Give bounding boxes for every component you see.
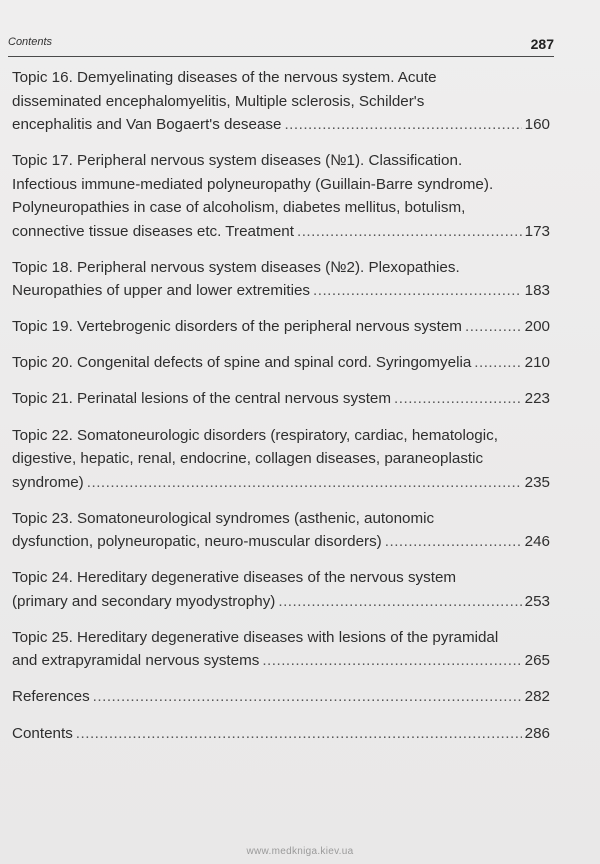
toc-entry-text: Topic 19. Vertebrogenic disorders of the peripheral nervous system [12, 318, 462, 336]
toc-entry-text: (primary and secondary myodystrophy) [12, 592, 276, 610]
toc-entry-line: disseminated encephalomyelitis, Multiple sclerosis, Schilder's [12, 92, 425, 110]
toc-page-number: 235 [524, 473, 550, 491]
toc-entry-text: Neuropathies of upper and lower extremities [12, 282, 311, 300]
dot-leader [262, 649, 521, 673]
toc-entry [12, 149, 550, 243]
toc-entry-line: Infectious immune-mediated polyneuropathy (Guillain-Barre syndrome). [12, 175, 494, 193]
toc-entry-last-line [12, 649, 550, 673]
toc-entry-last-line [12, 722, 550, 746]
page-header [8, 34, 554, 57]
dot-leader [474, 351, 521, 375]
dot-leader [394, 387, 522, 411]
dot-leader [76, 722, 522, 746]
toc-page-number: 253 [524, 592, 550, 610]
toc-entry-line: Topic 22. Somatoneurologic disorders (respiratory, cardiac, hematologic, [12, 426, 498, 444]
toc-entry-text: connective tissue diseases etc. Treatment [12, 222, 294, 240]
toc-entry-last-line [12, 351, 550, 375]
running-head: Contents [8, 36, 53, 48]
toc-page-number: 210 [524, 354, 550, 372]
toc-entry-last-line [12, 315, 550, 339]
dot-leader [87, 471, 522, 495]
toc-entry-last-line [12, 685, 550, 709]
toc-page-number: 246 [524, 533, 550, 551]
toc-entry-last-line [12, 113, 550, 137]
toc-entry [12, 685, 550, 709]
toc-page-number: 200 [524, 318, 550, 336]
toc-entry-line: digestive, hepatic, renal, endocrine, collagen diseases, paraneoplastic [12, 450, 484, 468]
page-number: 287 [530, 36, 554, 52]
footer-url: www.medkniga.kiev.ua [246, 846, 354, 857]
toc-entry-line: Topic 16. Demyelinating diseases of the nervous system. Acute [12, 69, 437, 86]
toc-entry [12, 626, 550, 673]
toc-entry [12, 256, 550, 303]
toc-entry-line: Topic 23. Somatoneurological syndromes (asthenic, autonomic [12, 509, 435, 527]
dot-leader [93, 685, 522, 709]
toc-entry-last-line [12, 279, 550, 303]
toc-entry [12, 424, 550, 495]
toc-page-number: 265 [524, 652, 550, 670]
toc-entry-text: syndrome) [12, 473, 84, 491]
dot-leader [385, 530, 522, 554]
toc-entry [12, 66, 550, 137]
dot-leader [278, 590, 521, 614]
toc-entry-line: Topic 18. Peripheral nervous system diseases (№2). Plexopathies. [12, 258, 460, 276]
toc-page-number: 286 [524, 724, 550, 742]
toc-entry-last-line [12, 387, 550, 411]
toc-entry-last-line [12, 530, 550, 554]
toc-entry-line: Topic 25. Hereditary degenerative diseases with lesions of the pyramidal [12, 628, 499, 646]
toc-entry-text: dysfunction, polyneuropatic, neuro-muscular disorders) [12, 533, 382, 551]
toc-entry-text: Contents [12, 724, 73, 742]
dot-leader [297, 220, 522, 244]
toc-entry [12, 387, 550, 411]
toc-entry-last-line [12, 471, 550, 495]
toc-entry-line: Topic 17. Peripheral nervous system diseases (№1). Classification. [12, 152, 463, 170]
toc-entry-text: References [12, 688, 90, 706]
toc-entry [12, 315, 550, 339]
toc-entry-line: Topic 24. Hereditary degenerative diseases of the nervous system [12, 569, 457, 587]
toc-entry-text: Topic 20. Congenital defects of spine and spinal cord. Syringomyelia [12, 354, 472, 372]
toc-page-number: 282 [524, 688, 550, 706]
toc-entry-last-line [12, 590, 550, 614]
toc-page-number: 160 [524, 116, 550, 133]
table-of-contents [12, 66, 550, 758]
toc-page-number: 183 [524, 282, 550, 300]
toc-entry-text: Topic 21. Perinatal lesions of the central nervous system [12, 390, 392, 408]
toc-entry-text: and extrapyramidal nervous systems [12, 652, 260, 670]
toc-page-number: 223 [524, 390, 550, 408]
toc-entry [12, 351, 550, 375]
dot-leader [284, 113, 521, 137]
dot-leader [313, 279, 522, 303]
toc-entry-last-line [12, 220, 550, 244]
toc-entry [12, 507, 550, 554]
toc-entry [12, 722, 550, 746]
toc-entry-text: encephalitis and Van Bogaert's desease [12, 116, 282, 133]
toc-entry [12, 566, 550, 613]
toc-page-number: 173 [524, 222, 550, 240]
toc-entry-line: Polyneuropathies in case of alcoholism, diabetes mellitus, botulism, [12, 199, 466, 217]
dot-leader [465, 315, 522, 339]
